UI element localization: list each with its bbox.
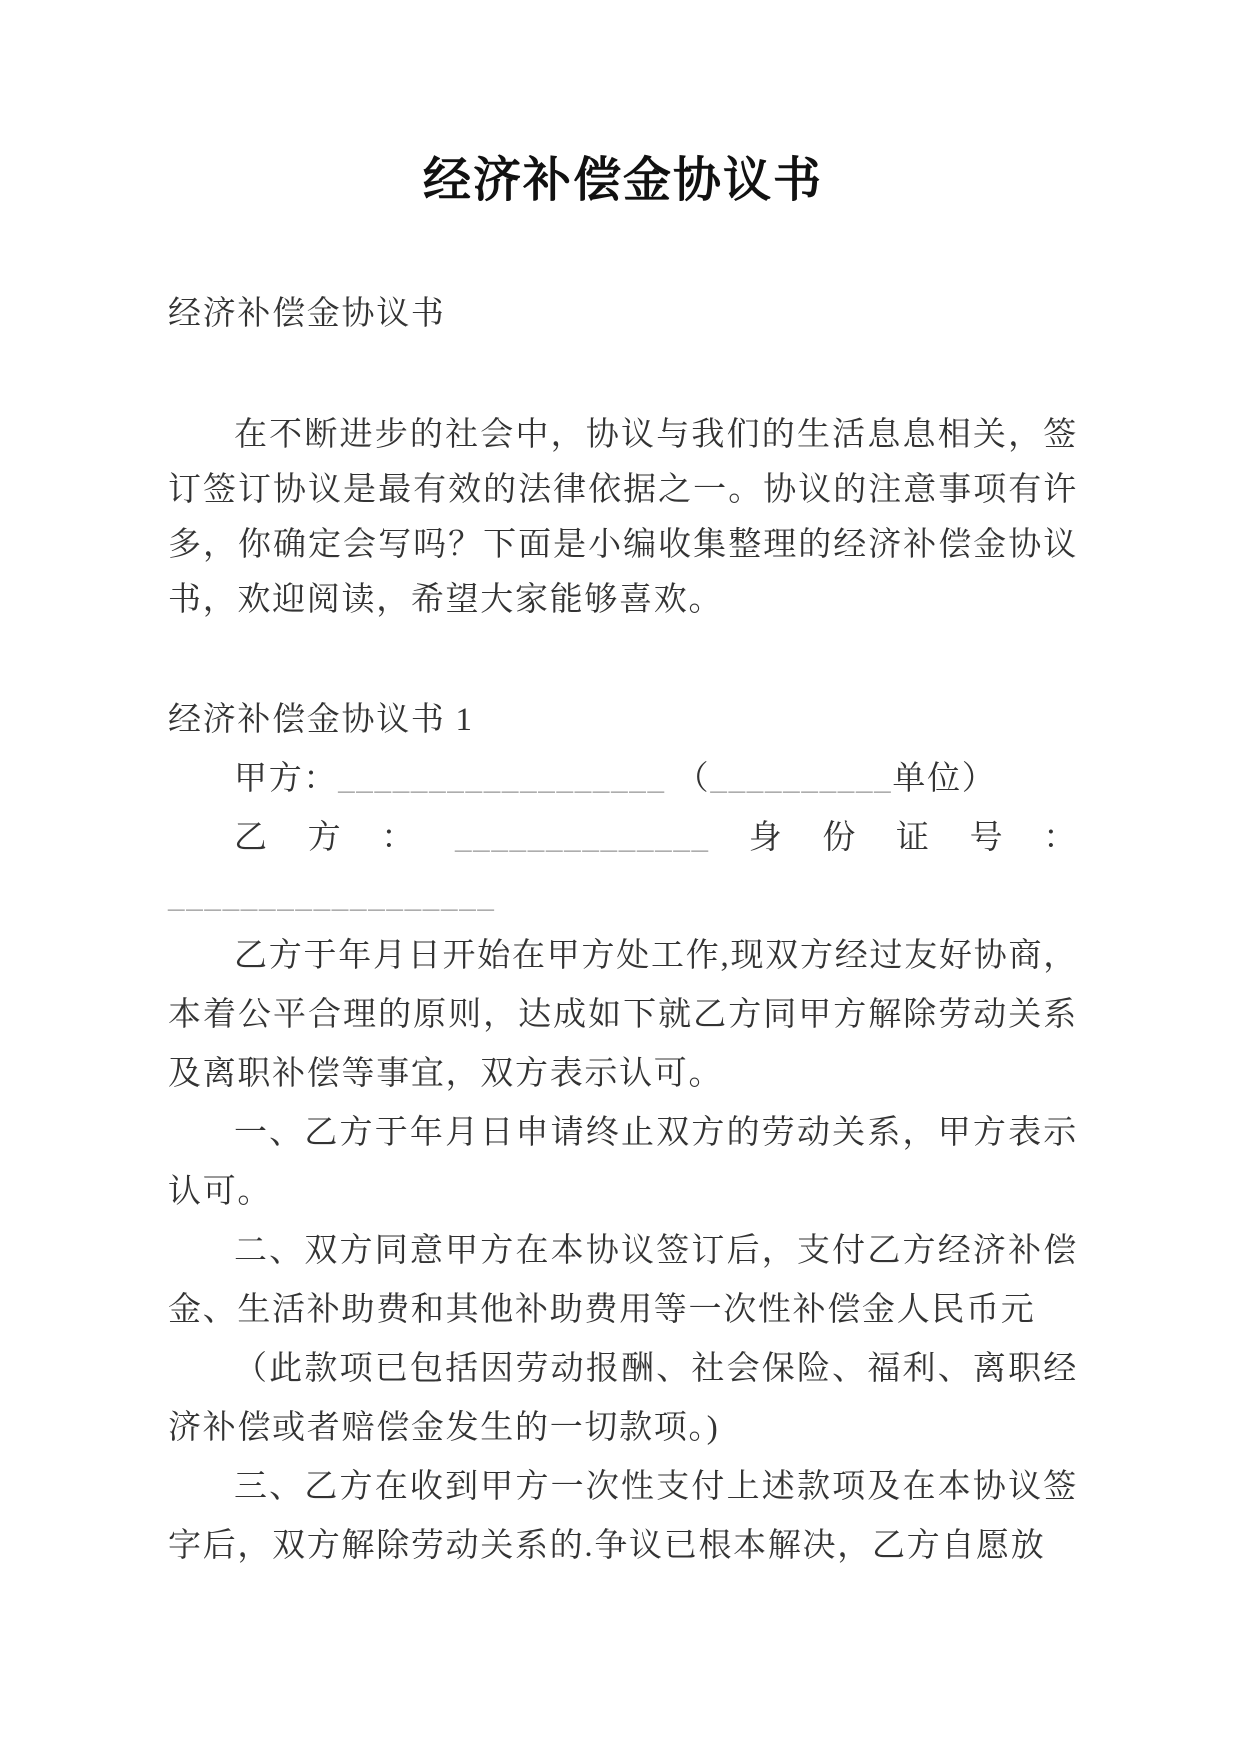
party-b-label: 乙方： [234, 820, 455, 856]
party-a-unit-blank: __________ [710, 761, 893, 797]
party-a-label: 甲方： [234, 761, 339, 797]
clause-paragraph-3: 三、乙方在收到甲方一次性支付上述款项及在本协议签字后，双方解除劳动关系的.争议已根本解决，乙方自愿放 [168, 1469, 1078, 1564]
continuation-blank-line [168, 868, 1078, 927]
clause-paragraph-2: 二、双方同意甲方在本协议签订后，支付乙方经济补偿金、生活补助费和其他补助费用等一次性补偿金人民币元 [168, 1233, 1078, 1328]
clause-paragraph-1: 一、乙方于年月日申请终止双方的劳动关系，甲方表示认可。 [168, 1115, 1078, 1210]
document-title: 经济补偿金协议书 [422, 154, 823, 207]
party-a-unit-suffix: 单位） [892, 761, 997, 797]
party-a-line [168, 750, 1078, 809]
clause-paragraph-preamble: 乙方于年月日开始在甲方处工作,现双方经过友好协商，本着公平合理的原则，达成如下就乙方同甲方解除劳动关系及离职补偿等事宜，双方表示认可。 [168, 938, 1078, 1092]
party-b-id-label: 身份证号： [709, 820, 1079, 856]
party-a-paren-open: （ [675, 761, 711, 797]
subtitle-line: 经济补偿金协议书 [168, 296, 446, 332]
party-b-line [168, 809, 1078, 868]
clause-paragraph-2-note: （此款项已包括因劳动报酬、社会保险、福利、离职经济补偿或者赔偿金发生的一切款项。) [168, 1351, 1078, 1446]
section-heading: 经济补偿金协议书 1 [168, 702, 474, 738]
continuation-blank: __________________ [168, 879, 496, 915]
intro-paragraph: 在不断进步的社会中，协议与我们的生活息息相关，签订签订协议是最有效的法律依据之一。协议的注意事项有许多，你确定会写吗？下面是小编收集整理的经济补偿金协议书，欢迎阅读，希望大家能够喜欢。 [168, 417, 1078, 618]
party-b-name-blank: ______________ [454, 820, 710, 856]
party-a-name-blank: __________________ [338, 761, 666, 797]
